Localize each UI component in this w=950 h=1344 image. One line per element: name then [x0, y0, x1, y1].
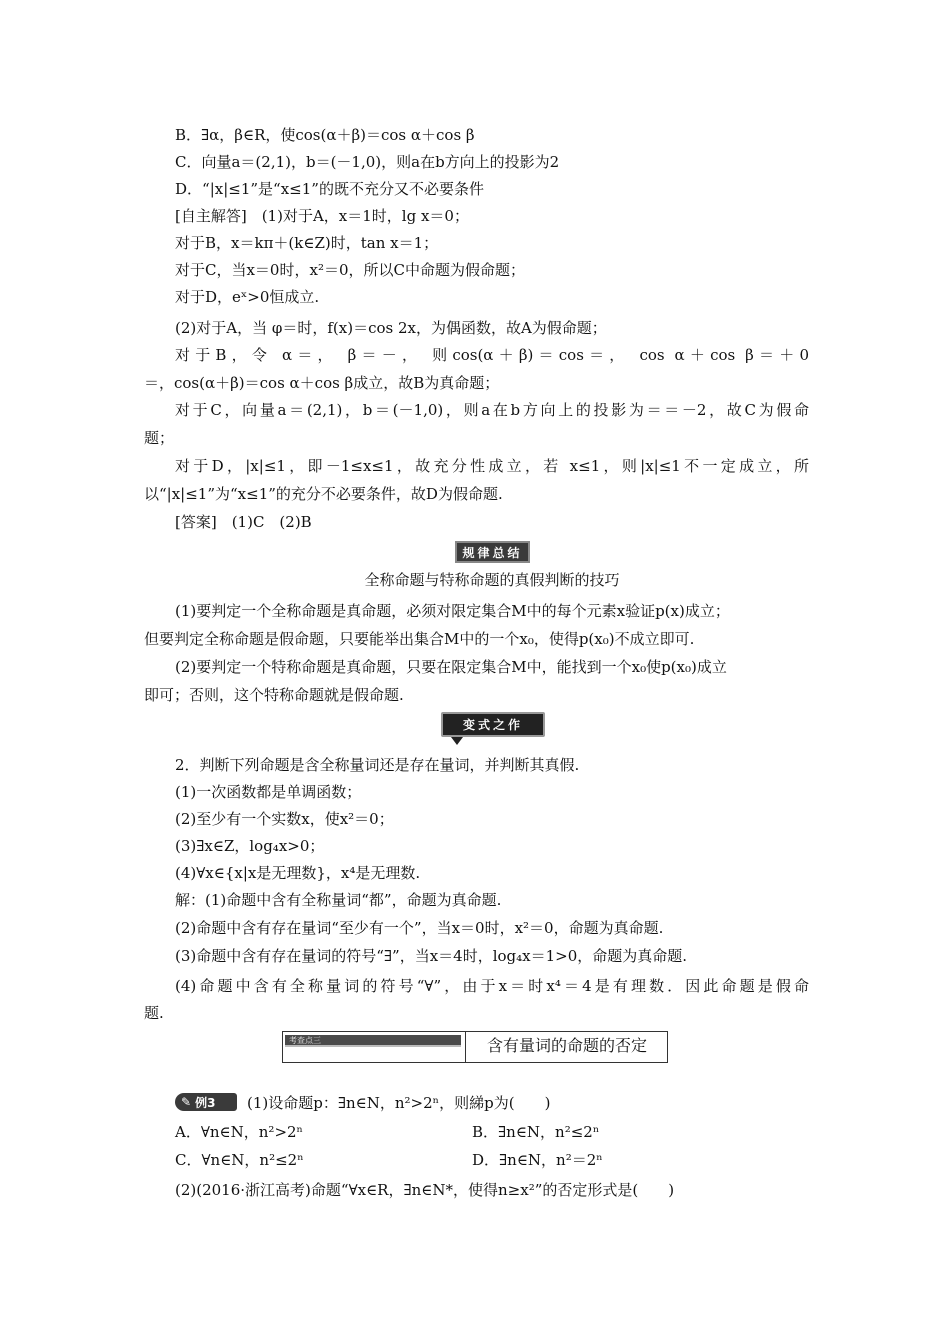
down-arrow-icon [451, 737, 463, 745]
example-badge [175, 1093, 237, 1111]
topic-title: 含有量词的命题的否定 [487, 1036, 648, 1055]
exercise-solution: 解：(1)命题中含有全称量词“都”，命题为真命题. [175, 891, 502, 909]
solution-line: 对于B，x＝kπ＋(k∈Z)时，tan x＝1； [175, 234, 439, 252]
topic-header [282, 1031, 668, 1063]
topic-divider [465, 1032, 466, 1062]
exercise-item: (2)至少有一个实数x，使x²＝0； [175, 810, 394, 828]
answer-line: [答案] (1)C (2)B [175, 513, 312, 531]
option-b: B．∃α，β∈R，使cos(α＋β)＝cos α＋cos β [175, 126, 475, 144]
solution-line: 对于B，令 α＝， β＝－， 则cos(α＋β)＝cos＝， cos α＋cos β＝＋0 [175, 346, 809, 364]
example-question-2: (2)(2016·浙江高考)命题“∀x∈R，∃n∈N*，使得n≥x²”的否定形式是( ) [175, 1181, 675, 1199]
example-option-a: A．∀n∈N，n²>2ⁿ [175, 1123, 304, 1141]
rules-line: (2)要判定一个特称命题是真命题，只要在限定集合M中，能找到一个x₀使p(x₀)成立 [175, 658, 727, 676]
rules-line: (1)要判定一个全称命题是真命题，必须对限定集合M中的每个元素x验证p(x)成立； [175, 602, 730, 620]
solution-line: ＝，cos(α＋β)＝cos α＋cos β成立，故B为真命题； [144, 374, 500, 392]
exercise-solution: (3)命题中含有存在量词的符号“∃”，当x＝4时，log₄x＝1>0，命题为真命题. [175, 947, 688, 965]
rules-summary-badge: 规律总结 [455, 541, 530, 563]
topic-tag: 考查点三 [285, 1035, 461, 1047]
exercise-solution: (2)命题中含有存在量词“至少有一个”，当x＝0时，x²＝0，命题为真命题. [175, 919, 664, 937]
solution-line: 题； [144, 429, 175, 447]
exercise-item: (4)∀x∈{x|x是无理数}，x⁴是无理数. [175, 864, 421, 882]
option-d: D．“|x|≤1”是“x≤1”的既不充分又不必要条件 [175, 180, 484, 198]
example-option-c: C．∀n∈N，n²≤2ⁿ [175, 1151, 304, 1169]
solution-line: (2)对于A，当 φ＝时，f(x)＝cos 2x，为偶函数，故A为假命题； [175, 319, 607, 337]
option-c: C．向量a＝(2,1)，b＝(－1,0)，则a在b方向上的投影为2 [175, 153, 560, 171]
exercise-item: (3)∃x∈Z，log₄x>0； [175, 837, 325, 855]
exercise-question: 2．判断下列命题是含全称量词还是存在量词，并判断其真假. [175, 756, 580, 774]
solution-line: 对于D，|x|≤1，即－1≤x≤1，故充分性成立，若 x≤1，则|x|≤1不一定成立，所 [175, 457, 809, 475]
rules-line: 但要判定全称命题是假命题，只要能举出集合M中的一个x₀，使得p(x₀)不成立即可. [144, 630, 695, 648]
solution-line: 对于C，当x＝0时，x²＝0，所以C中命题为假命题； [175, 261, 525, 279]
solution-line: 对于C，向量a＝(2,1)，b＝(－1,0)，则a在b方向上的投影为＝＝－2，故C为假命 [175, 401, 809, 419]
example-question: (1)设命题p：∃n∈N，n²>2ⁿ，则綈p为( ) [247, 1094, 551, 1112]
variant-exercise-badge: 变式之作 [441, 712, 545, 737]
pen-icon: ✎ [181, 1095, 192, 1109]
solution-heading: [自主解答] (1)对于A，x＝1时，lg x＝0； [175, 207, 469, 225]
exercise-solution: (4)命题中含有全称量词的符号“∀”，由于x＝时x⁴＝4是有理数．因此命题是假命 [175, 977, 809, 995]
rules-line: 即可；否则，这个特称命题就是假命题. [144, 686, 404, 704]
example-label: 例3 [195, 1095, 216, 1110]
example-option-b: B．∃n∈N，n²≤2ⁿ [472, 1123, 600, 1141]
rules-title: 全称命题与特称命题的真假判断的技巧 [364, 571, 620, 589]
solution-line: 对于D，eˣ>0恒成立. [175, 288, 320, 306]
exercise-item: (1)一次函数都是单调函数； [175, 783, 362, 801]
example-option-d: D．∃n∈N，n²＝2ⁿ [472, 1151, 603, 1169]
exercise-solution: 题. [144, 1004, 164, 1022]
solution-line: 以“|x|≤1”为“x≤1”的充分不必要条件，故D为假命题. [144, 485, 503, 503]
